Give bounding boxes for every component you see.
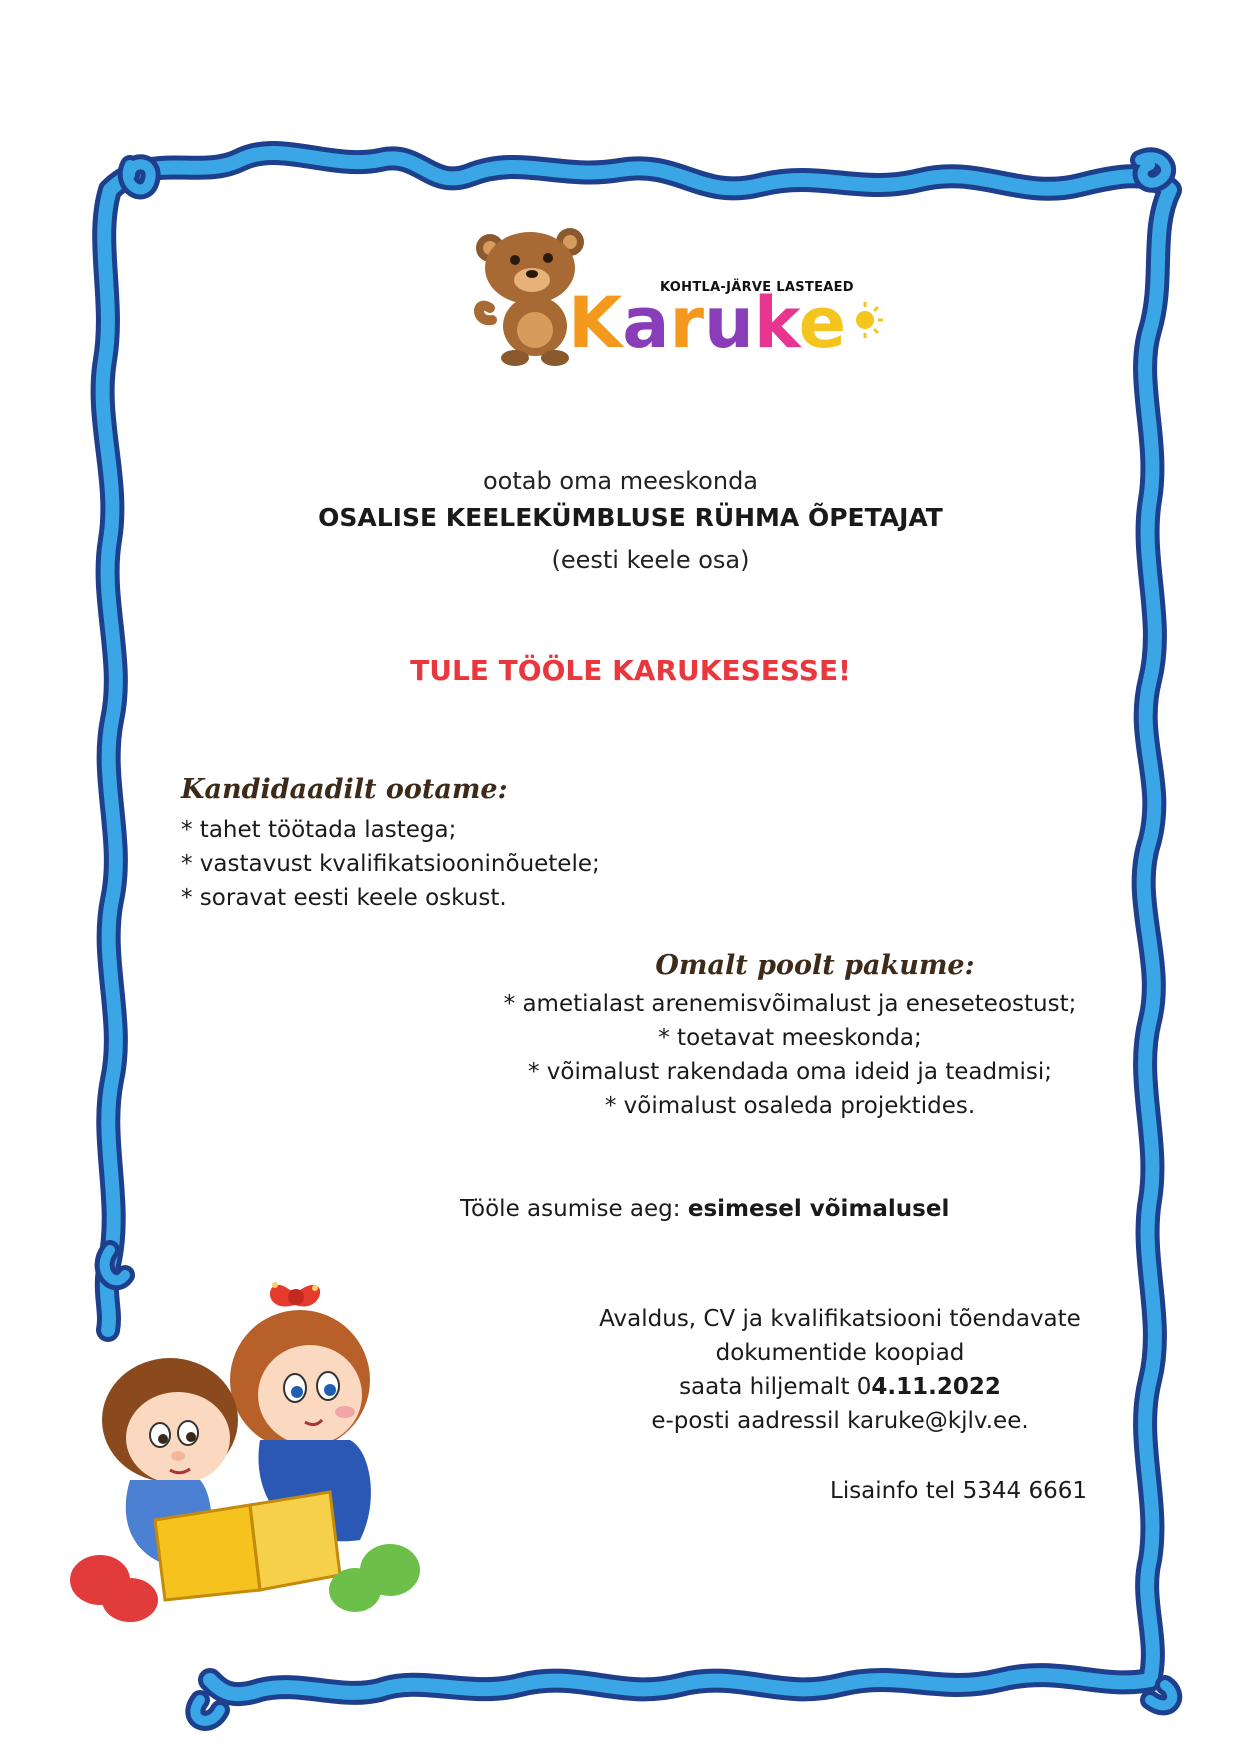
application-instructions [560, 1302, 1120, 1438]
logo-letter: e [798, 282, 847, 364]
offer-section [490, 950, 1090, 1123]
offer-item: * võimalust rakendada oma ideid ja teadmisi; [527, 1059, 1053, 1085]
call-to-action: TULE TÖÖLE KARUKESESSE! [410, 654, 851, 687]
requirements-section [181, 774, 781, 915]
logo-caption: KOHTLA-JÄRVE LASTEAED [660, 280, 854, 295]
start-time-label: Tööle asumise aeg: [460, 1196, 688, 1222]
application-email-line: e-posti aadressil karuke@kjlv.ee. [651, 1408, 1029, 1434]
job-subtitle: (eesti keele osa) [551, 546, 750, 574]
offer-item: * võimalust osaleda projektides. [604, 1093, 976, 1119]
offer-item: * ametialast arenemisvõimalust ja eneseteostust; [503, 991, 1077, 1017]
offer-item: * toetavat meeskonda; [658, 1025, 922, 1051]
deadline-prefix: saata hiljemalt 0 [679, 1374, 872, 1400]
logo-letter: u [704, 282, 754, 364]
intro-text: ootab oma meeskonda [482, 467, 759, 495]
requirements-heading: Kandidaadilt ootame: [181, 774, 508, 805]
offer-heading: Omalt poolt pakume: [655, 950, 975, 981]
contact-info: Lisainfo tel 5344 6661 [830, 1478, 1087, 1504]
logo-letter: K [568, 282, 623, 364]
requirement-item: * soravat eesti keele oskust. [181, 885, 507, 911]
application-line: Avaldus, CV ja kvalifikatsiooni tõendavate [599, 1306, 1081, 1332]
logo-letter: r [669, 282, 705, 364]
logo-letter: a [622, 282, 670, 364]
requirement-item: * vastavust kvalifikatsiooninõuetele; [181, 851, 600, 877]
job-title: OSALISE KEELEKÜMBLUSE RÜHMA ÕPETAJAT [318, 503, 943, 532]
application-line: dokumentide koopiad [715, 1340, 965, 1366]
start-time-line [460, 1196, 949, 1222]
application-deadline-line [560, 1370, 1120, 1404]
requirement-item: * tahet töötada lastega; [181, 817, 457, 843]
kids-reading-illustration-icon [60, 1270, 450, 1630]
start-time-value: esimesel võimalusel [687, 1196, 950, 1222]
deadline-date: 4.11.2022 [871, 1374, 1001, 1400]
logo-letter: k [753, 282, 799, 364]
